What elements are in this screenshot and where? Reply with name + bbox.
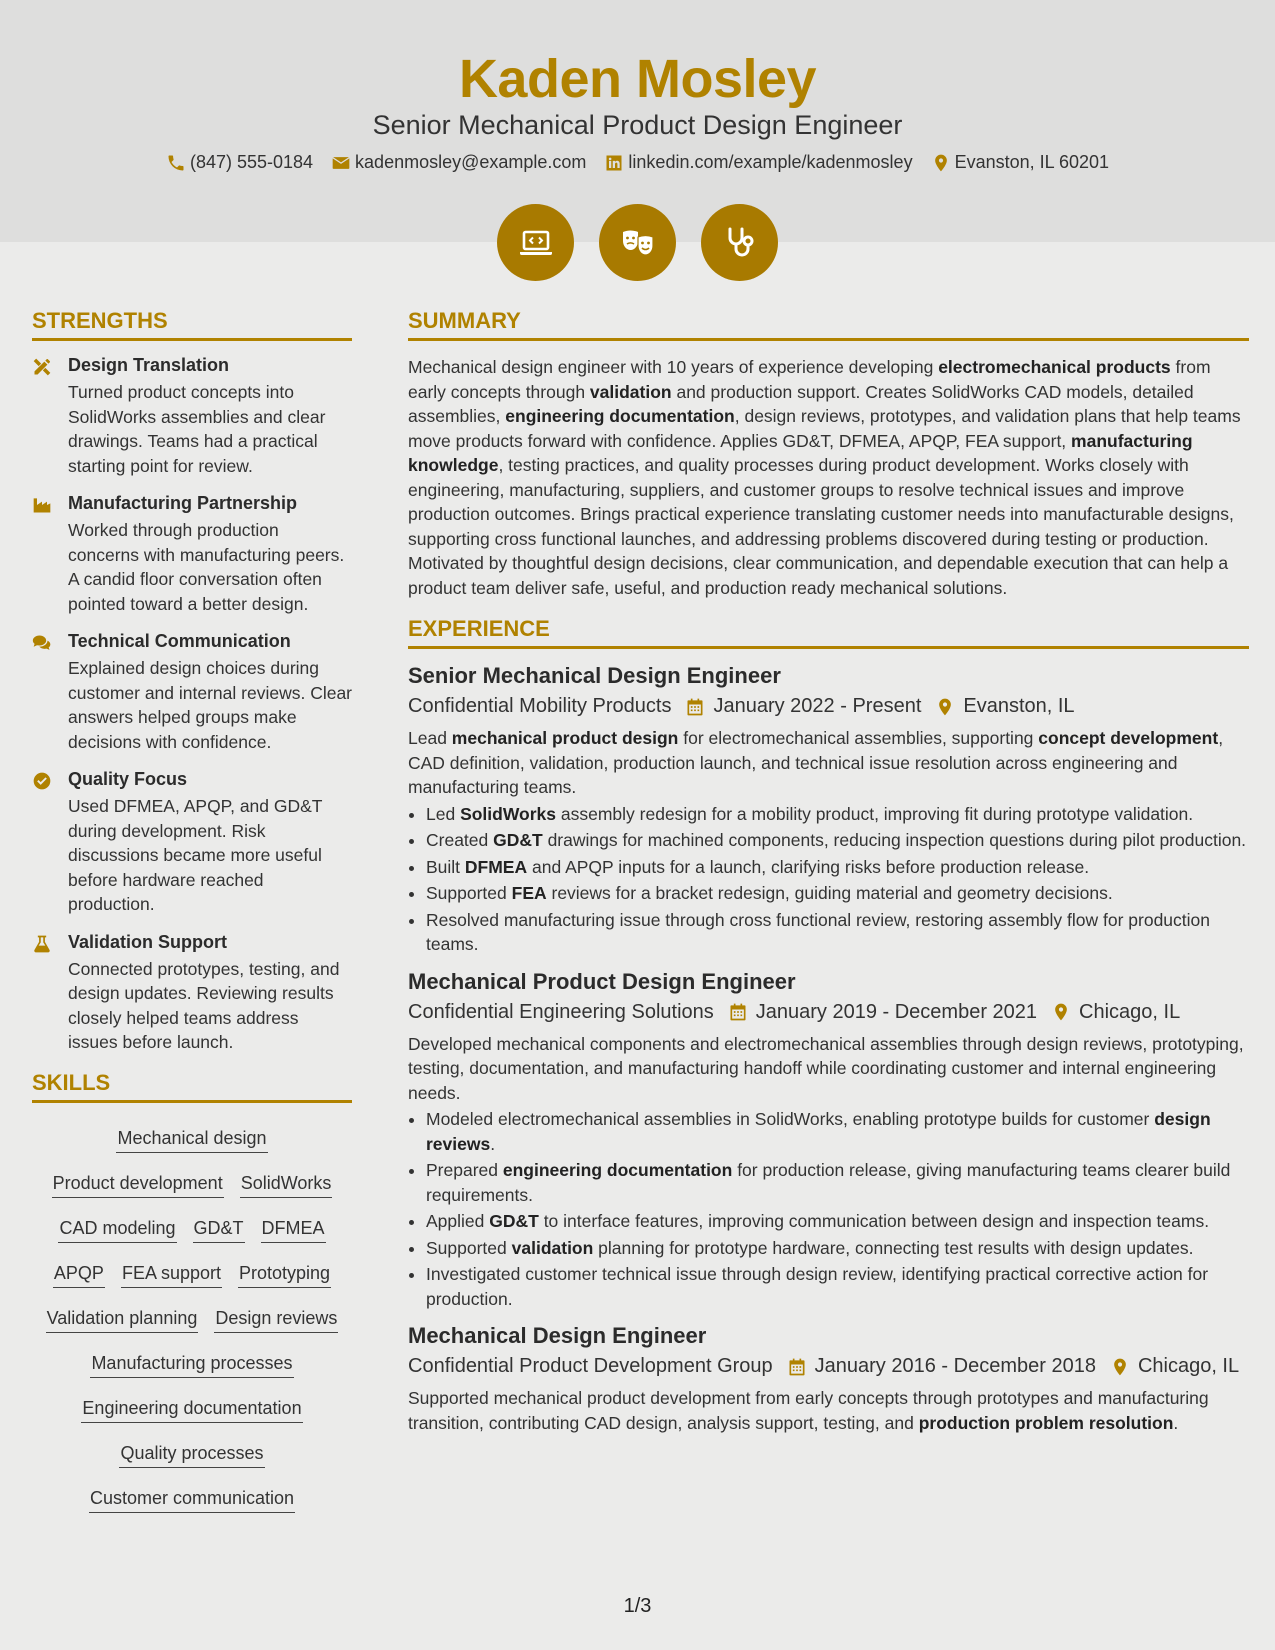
skills-row xyxy=(32,1342,352,1387)
skill-tag: Product development xyxy=(52,1171,224,1198)
candidate-name: Kaden Mosley xyxy=(458,49,817,109)
envelope-icon xyxy=(331,153,351,173)
calendar-icon xyxy=(787,1357,807,1377)
calendar-icon xyxy=(685,697,705,717)
industry-icon xyxy=(32,495,52,515)
map-marker-icon xyxy=(1051,1002,1071,1022)
job-dates: January 2019 - December 2021 xyxy=(755,1000,1038,1023)
skills-list xyxy=(32,1117,352,1522)
contact-bar xyxy=(0,152,1275,173)
strength-desc: Connected prototypes, testing, and design updates. Reviewing results closely helped teams address issues before launch. xyxy=(68,958,340,1052)
skill-tag: DFMEA xyxy=(261,1216,326,1243)
skill-tag: FEA support xyxy=(121,1261,222,1288)
job-title: Senior Mechanical Design Engineer xyxy=(408,663,781,688)
strength-item xyxy=(32,493,352,616)
phone-text: (847) 555-0184 xyxy=(189,152,314,172)
strength-title: Quality Focus xyxy=(68,769,188,789)
job-location: Chicago, IL xyxy=(1137,1355,1240,1377)
comments-icon xyxy=(32,633,52,653)
strength-item xyxy=(32,631,352,754)
job-dates: January 2016 - December 2018 xyxy=(814,1355,1096,1377)
skill-tag: Design reviews xyxy=(214,1306,338,1333)
job-meta xyxy=(408,695,1249,718)
strength-item xyxy=(32,769,352,917)
badge-coding xyxy=(497,204,574,281)
job-title: Mechanical Design Engineer xyxy=(408,1323,707,1348)
skill-tag: CAD modeling xyxy=(58,1216,176,1243)
strength-title: Design Translation xyxy=(68,355,230,375)
summary-heading: SUMMARY xyxy=(408,308,1249,341)
map-marker-icon xyxy=(1110,1357,1130,1377)
contact-email[interactable] xyxy=(331,152,586,173)
skill-tag: Engineering documentation xyxy=(81,1396,302,1423)
experience-heading: EXPERIENCE xyxy=(408,616,1249,649)
job-bullet: • Investigated customer technical issue through design review, identifying practical corrective action for production. xyxy=(426,1262,1249,1311)
linkedin-icon xyxy=(604,153,624,173)
map-marker-icon xyxy=(931,153,951,173)
job-entry xyxy=(408,663,1249,957)
job-bullet: • Built DFMEA and APQP inputs for a launch, clarifying risks before production release. xyxy=(426,855,1249,880)
theater-masks-icon xyxy=(618,223,658,263)
job-description: Supported mechanical product development from early concepts through prototypes and manufacturing transition, contributing CAD design, analysis support, testing, and production problem resolution. xyxy=(408,1388,1209,1433)
skill-tag: Validation planning xyxy=(46,1306,199,1333)
contact-location xyxy=(931,152,1109,173)
pencil-ruler-icon xyxy=(32,357,52,377)
badge-theater xyxy=(599,204,676,281)
skill-tag: GD&T xyxy=(193,1216,245,1243)
job-company: Confidential Mobility Products xyxy=(408,695,672,717)
summary-text: Mechanical design engineer with 10 years of experience developing electromechanical products from early concepts through validation and production support. Creates SolidWorks CAD models, detailed assemblies, engineering documentation, design reviews, prototypes, and validation plans that help teams move products forward with confidence. Applies GD&T, DFMEA, APQP, FEA support, manufacturing knowledge, testing practices, and quality processes during product development. Works closely with engineering, manufacturing, suppliers, and customer groups to resolve technical issues and improve production outcomes. Brings practical experience translating customer needs into manufacturable designs, supporting cross functional launches, and addressing problems discovered during testing or production. Motivated by thoughtful design decisions, clear communication, and dependable execution that can help a product team deliver safe, useful, and production ready mechanical solutions. xyxy=(408,357,1241,598)
job-entry xyxy=(408,1323,1249,1435)
interest-badges xyxy=(0,204,1275,281)
skills-row xyxy=(32,1117,352,1162)
job-bullet: • Created GD&T drawings for machined components, reducing inspection questions during pilot production. xyxy=(426,828,1249,853)
strength-title: Technical Communication xyxy=(68,631,291,651)
skills-row xyxy=(32,1387,352,1432)
badge-medical xyxy=(701,204,778,281)
location-text: Evanston, IL 60201 xyxy=(954,152,1110,172)
skills-row xyxy=(32,1297,352,1342)
job-bullets xyxy=(408,1107,1249,1311)
job-description: Developed mechanical components and electromechanical assemblies through design reviews, prototyping, testing, documentation, and manufacturing handoff while coordinating customer and internal engineering needs. xyxy=(408,1033,1244,1103)
skill-tag: Prototyping xyxy=(238,1261,331,1288)
job-meta xyxy=(408,1001,1249,1024)
job-bullet: • Applied GD&T to interface features, improving communication between design and inspection teams. xyxy=(426,1209,1249,1234)
experience-list xyxy=(408,663,1249,1435)
job-company: Confidential Engineering Solutions xyxy=(408,1000,714,1023)
skills-heading: SKILLS xyxy=(32,1070,352,1103)
map-marker-icon xyxy=(935,697,955,717)
skill-tag: APQP xyxy=(53,1261,105,1288)
job-company: Confidential Product Development Group xyxy=(408,1355,773,1377)
skill-tag: Mechanical design xyxy=(116,1126,267,1153)
job-description: Lead mechanical product design for electromechanical assemblies, supporting concept development, CAD definition, validation, production launch, and technical issue resolution across engineering and manufacturing teams. xyxy=(408,728,1224,797)
skills-row xyxy=(32,1162,352,1207)
skills-row xyxy=(32,1252,352,1297)
email-text: kadenmosley@example.com xyxy=(355,152,587,172)
job-bullet: • Resolved manufacturing issue through cross functional review, restoring assembly flow for production teams. xyxy=(426,908,1249,957)
strength-item xyxy=(32,932,352,1055)
strength-desc: Explained design choices during customer and internal reviews. Clear answers helped groups make decisions with confidence. xyxy=(68,658,353,752)
job-title: Mechanical Product Design Engineer xyxy=(408,968,796,994)
job-location: Chicago, IL xyxy=(1079,1000,1181,1023)
job-meta xyxy=(408,1355,1249,1378)
contact-phone[interactable] xyxy=(166,152,313,173)
right-column xyxy=(408,308,1249,1435)
job-dates: January 2022 - Present xyxy=(713,695,922,717)
stethoscope-icon xyxy=(720,223,760,263)
check-circle-icon xyxy=(32,771,52,791)
left-column xyxy=(32,308,352,1522)
strength-title: Validation Support xyxy=(68,931,228,952)
skills-row xyxy=(32,1477,352,1522)
skill-tag: Manufacturing processes xyxy=(90,1351,293,1378)
phone-icon xyxy=(166,153,186,173)
strength-desc: Turned product concepts into SolidWorks assemblies and clear drawings. Teams had a practical starting point for review. xyxy=(68,382,326,476)
linkedin-text: linkedin.com/example/kadenmosley xyxy=(628,152,913,172)
strength-item xyxy=(32,355,352,478)
job-bullets xyxy=(408,802,1249,957)
strength-title: Manufacturing Partnership xyxy=(68,493,298,513)
laptop-code-icon xyxy=(516,223,556,263)
strength-desc: Used DFMEA, APQP, and GD&T during development. Risk discussions became more useful before hardware reached production. xyxy=(68,796,323,914)
job-bullet: • Prepared engineering documentation for production release, giving manufacturing teams clearer build requirements. xyxy=(426,1158,1249,1207)
job-bullet: • Supported validation planning for prototype hardware, connecting test results with design updates. xyxy=(426,1236,1249,1261)
calendar-icon xyxy=(728,1002,748,1022)
candidate-role: Senior Mechanical Product Design Engineer xyxy=(372,110,903,140)
flask-icon xyxy=(32,934,52,954)
skill-tag: Quality processes xyxy=(119,1441,264,1468)
strength-desc: Worked through production concerns with manufacturing peers. A candid floor conversation often pointed toward a better design. xyxy=(68,520,345,614)
page-number: 1/3 xyxy=(623,1595,652,1617)
job-entry xyxy=(408,969,1249,1312)
job-location: Evanston, IL xyxy=(963,695,1075,717)
job-bullet: • Supported FEA reviews for a bracket redesign, guiding material and geometry decisions. xyxy=(426,881,1249,906)
strengths-heading: STRENGTHS xyxy=(32,308,352,341)
job-bullet: • Modeled electromechanical assemblies in SolidWorks, enabling prototype builds for customer design reviews. xyxy=(426,1107,1249,1156)
skills-row xyxy=(32,1207,352,1252)
contact-linkedin[interactable] xyxy=(604,152,912,173)
skills-row xyxy=(32,1432,352,1477)
job-bullet: • Led SolidWorks assembly redesign for a mobility product, improving fit during prototype validation. xyxy=(426,802,1249,827)
skill-tag: SolidWorks xyxy=(240,1171,333,1198)
skill-tag: Customer communication xyxy=(89,1486,295,1513)
